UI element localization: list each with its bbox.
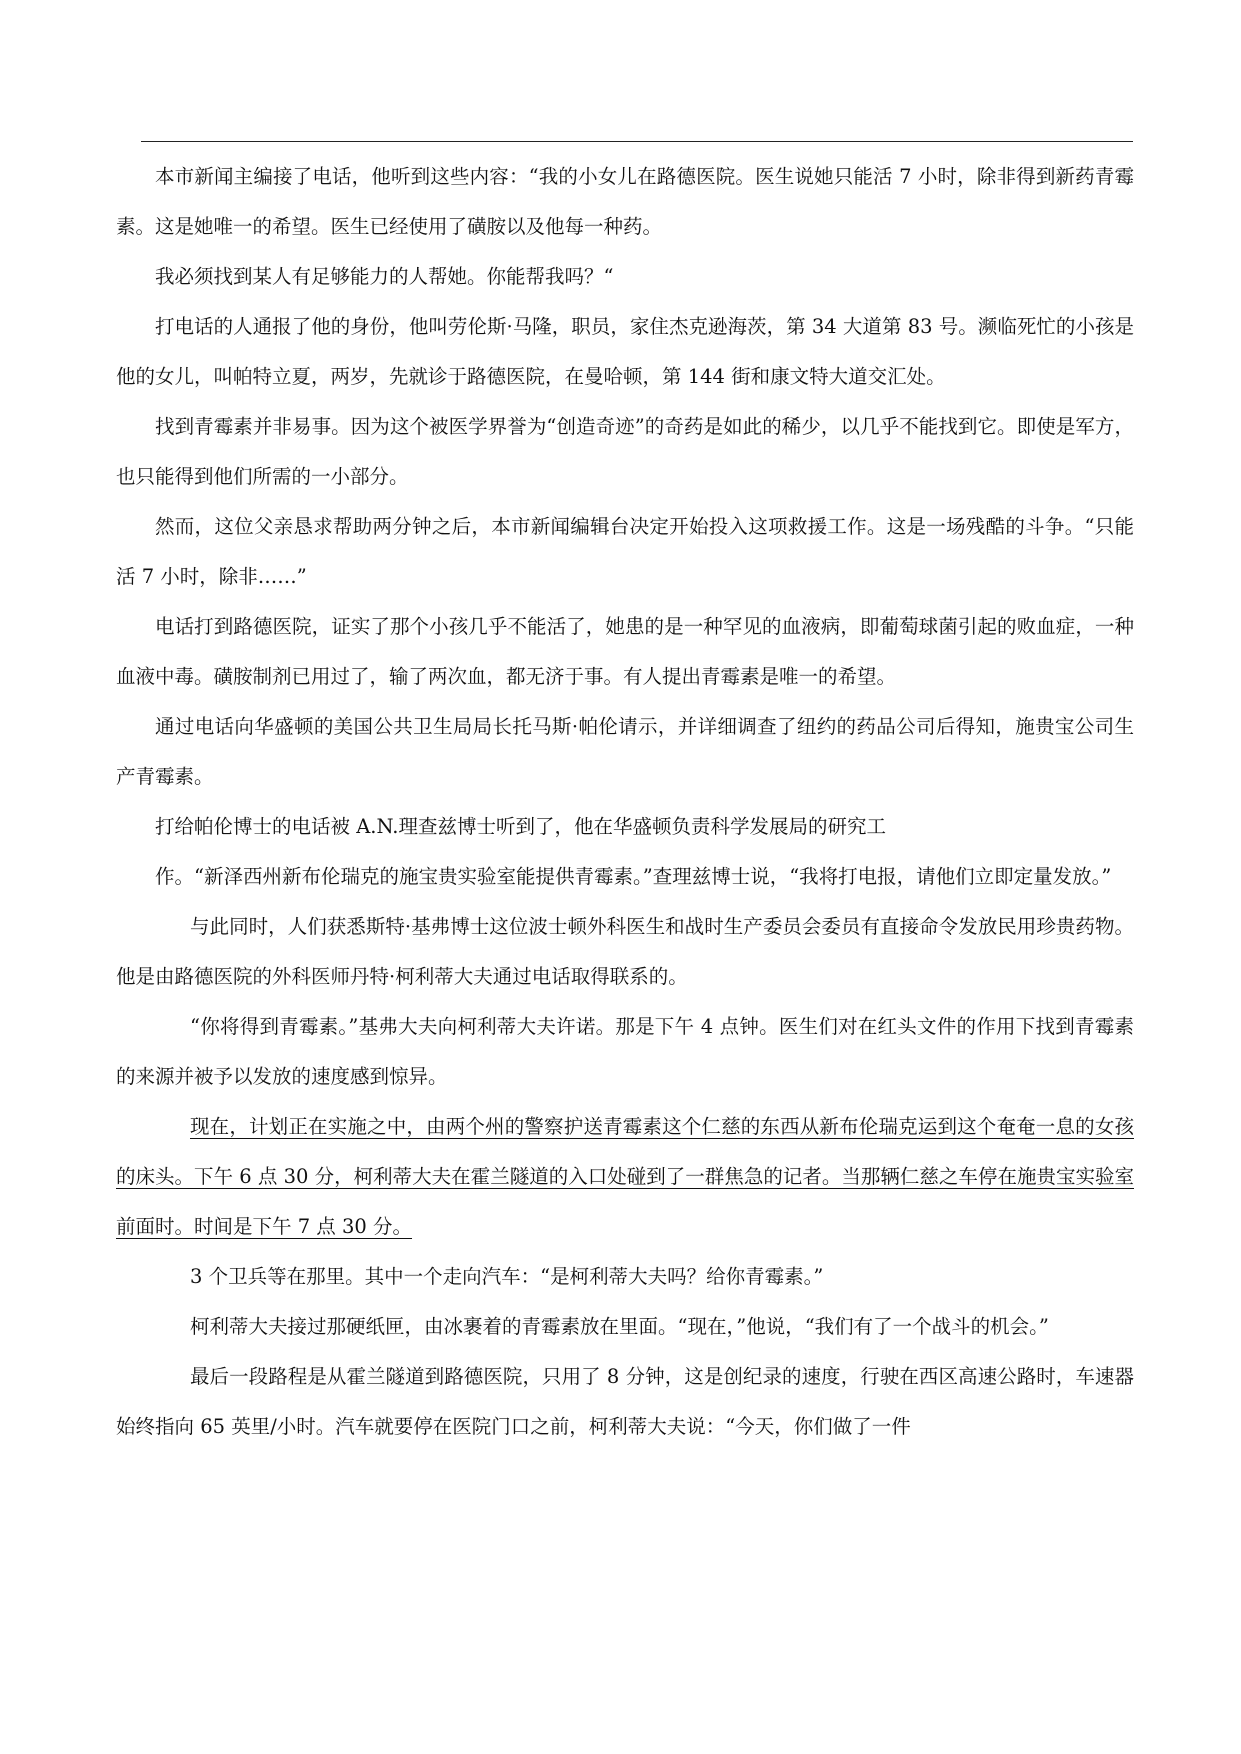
paragraph-4: 找到青霉素并非易事。因为这个被医学界誉为“创造奇迹”的奇药是如此的稀少，以几乎不能找到它。即使是军方，也只能得到他们所需的一小部分。 <box>116 415 1134 488</box>
paragraph-6: 电话打到路德医院，证实了那个小孩几乎不能活了，她患的是一种罕见的血液病，即葡萄球菌引起的败血症，一种血液中毒。磺胺制剂已用过了，输了两次血，都无济于事。有人提出青霉素是唯一的希望。 <box>116 615 1134 688</box>
article-body <box>116 152 1134 1452</box>
paragraph-5: 然而，这位父亲恳求帮助两分钟之后，本市新闻编辑台决定开始投入这项救援工作。这是一场残酷的斗争。“只能活 7 小时，除非……” <box>116 515 1134 588</box>
paragraph-9: 作。“新泽西州新布伦瑞克的施宝贵实验室能提供青霉素。”查理兹博士说，“我将打电报，请他们立即定量发放。” <box>155 865 1112 888</box>
paragraph-1: 本市新闻主编接了电话，他听到这些内容：“我的小女儿在路德医院。医生说她只能活 7 小时，除非得到新药青霉素。这是她唯一的希望。医生已经使用了磺胺以及他每一种药。 <box>116 165 1134 238</box>
paragraph-10: 与此同时，人们获悉斯特·基弗博士这位波士顿外科医生和战时生产委员会委员有直接命令发放民用珍贵药物。他是由路德医院的外科医师丹特·柯利蒂大夫通过电话取得联系的。 <box>116 915 1134 988</box>
header-rule <box>141 141 1133 142</box>
paragraph-12-underlined: 现在，计划正在实施之中，由两个州的警察护送青霉素这个仁慈的东西从新布伦瑞克运到这个奄奄一息的女孩的床头。下午 6 点 30 分，柯利蒂大夫在霍兰隧道的入口处碰到了一群焦急的记者。当那辆仁慈之车停在施贵宝实验室前面时。时间是下午 7 点 30 分。 <box>116 1115 1134 1238</box>
paragraph-3: 打电话的人通报了他的身份，他叫劳伦斯·马隆，职员，家住杰克逊海茨，第 34 大道第 83 号。濒临死忙的小孩是他的女儿，叫帕特立夏，两岁，先就诊于路德医院，在曼哈顿，第 144 街和康文特大道交汇处。 <box>116 315 1134 388</box>
paragraph-8: 打给帕伦博士的电话被 A.N.理查兹博士听到了，他在华盛顿负责科学发展局的研究工 <box>155 815 886 838</box>
paragraph-14: 柯利蒂大夫接过那硬纸匣，由冰裹着的青霉素放在里面。“现在，”他说，“我们有了一个战斗的机会。” <box>190 1315 1049 1338</box>
paragraph-11: “你将得到青霉素。”基弗大夫向柯利蒂大夫许诺。那是下午 4 点钟。医生们对在红头文件的作用下找到青霉素的来源并被予以发放的速度感到惊异。 <box>116 1015 1134 1088</box>
paragraph-15: 最后一段路程是从霍兰隧道到路德医院，只用了 8 分钟，这是创纪录的速度，行驶在西区高速公路时，车速器始终指向 65 英里/小时。汽车就要停在医院门口之前，柯利蒂大夫说：“今天，你们做了一件 <box>116 1365 1134 1438</box>
paragraph-7: 通过电话向华盛顿的美国公共卫生局局长托马斯·帕伦请示，并详细调查了纽约的药品公司后得知，施贵宝公司生产青霉素。 <box>116 715 1134 788</box>
paragraph-2: 我必须找到某人有足够能力的人帮她。你能帮我吗？“ <box>155 265 614 288</box>
paragraph-13: 3 个卫兵等在那里。其中一个走向汽车：“是柯利蒂大夫吗？给你青霉素。” <box>190 1265 824 1288</box>
